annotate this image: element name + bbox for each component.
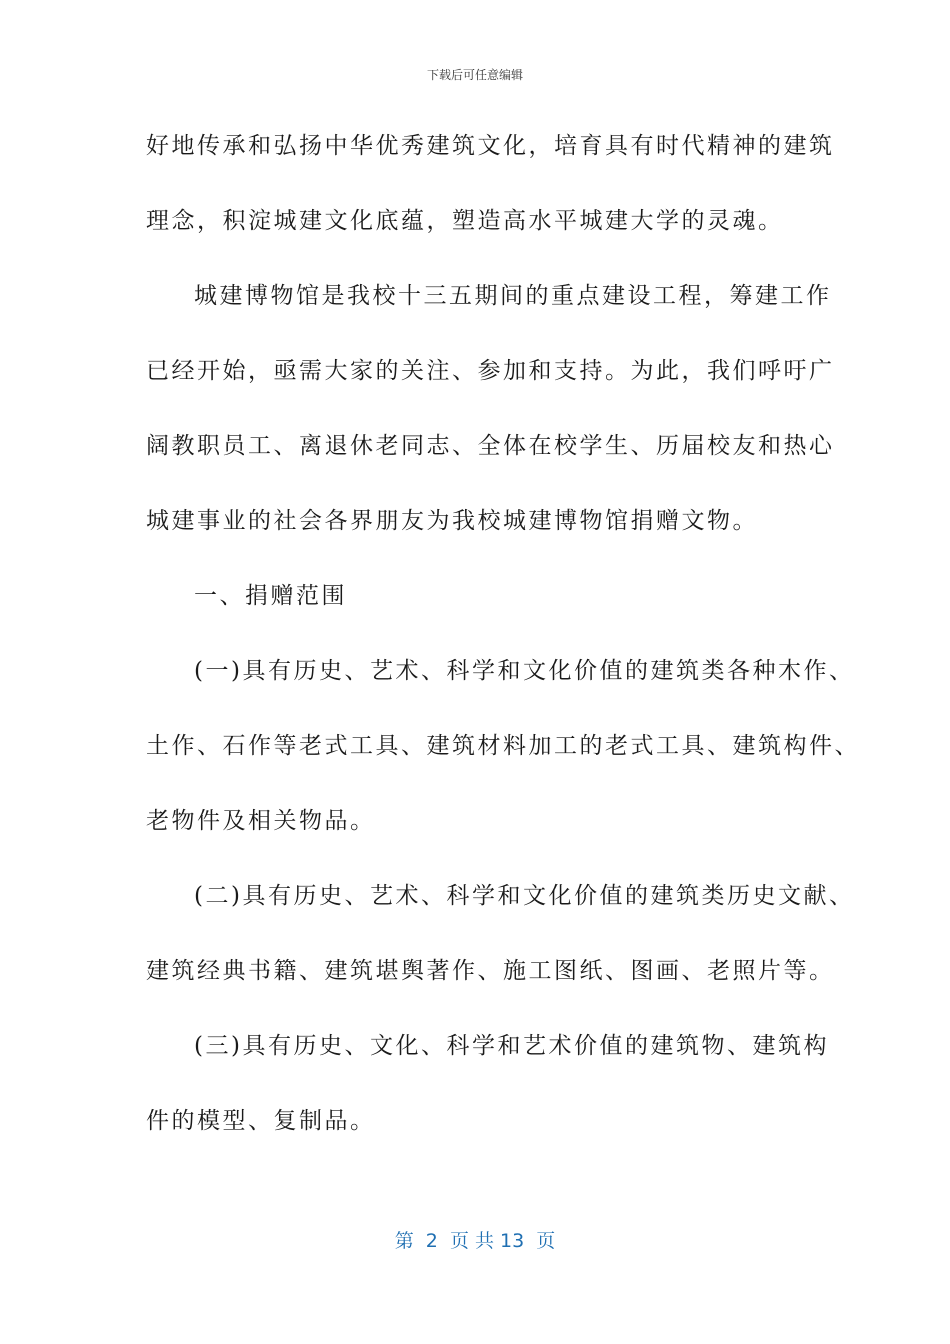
paragraph-line: 已经开始，亟需大家的关注、参加和支持。为此，我们呼吁广 xyxy=(146,358,835,384)
paragraph-item-1 xyxy=(146,653,860,878)
paragraph-line: 老物件及相关物品。 xyxy=(146,808,376,834)
paragraph-line: (一)具有历史、艺术、科学和文化价值的建筑类各种木作、 xyxy=(194,658,855,684)
paragraph-line: 理念，积淀城建文化底蕴，塑造高水平城建大学的灵魂。 xyxy=(146,208,784,234)
paragraph-item-3 xyxy=(146,1028,829,1178)
paragraph-1 xyxy=(146,128,835,278)
paragraph-line: 阔教职员工、离退休老同志、全体在校学生、历届校友和热心 xyxy=(146,433,835,459)
paragraph-line: 建筑经典书籍、建筑堪舆著作、施工图纸、图画、老照片等。 xyxy=(146,958,835,984)
section-heading xyxy=(146,578,816,653)
paragraph-2 xyxy=(146,278,835,578)
paragraph-item-2 xyxy=(146,878,855,1028)
paragraph-line: 城建事业的社会各界朋友为我校城建博物馆捐赠文物。 xyxy=(146,508,758,534)
header-note: 下载后可任意编辑 xyxy=(426,68,523,82)
body-text xyxy=(146,128,860,1178)
paragraph-line: 件的模型、复制品。 xyxy=(146,1108,376,1134)
paragraph-line: (三)具有历史、文化、科学和艺术价值的建筑物、建筑构 xyxy=(194,1033,829,1059)
paragraph-line: (二)具有历史、艺术、科学和文化价值的建筑类历史文献、 xyxy=(194,883,855,909)
paragraph-line: 土作、石作等老式工具、建筑材料加工的老式工具、建筑构件、 xyxy=(146,733,860,759)
section-heading-text: 一、捐赠范围 xyxy=(194,583,347,609)
paragraph-line: 城建博物馆是我校十三五期间的重点建设工程，筹建工作 xyxy=(194,283,832,309)
paragraph-line: 好地传承和弘扬中华优秀建筑文化，培育具有时代精神的建筑 xyxy=(146,133,835,159)
page-number-footer: 第 2 页 共 13 页 xyxy=(394,1230,556,1252)
